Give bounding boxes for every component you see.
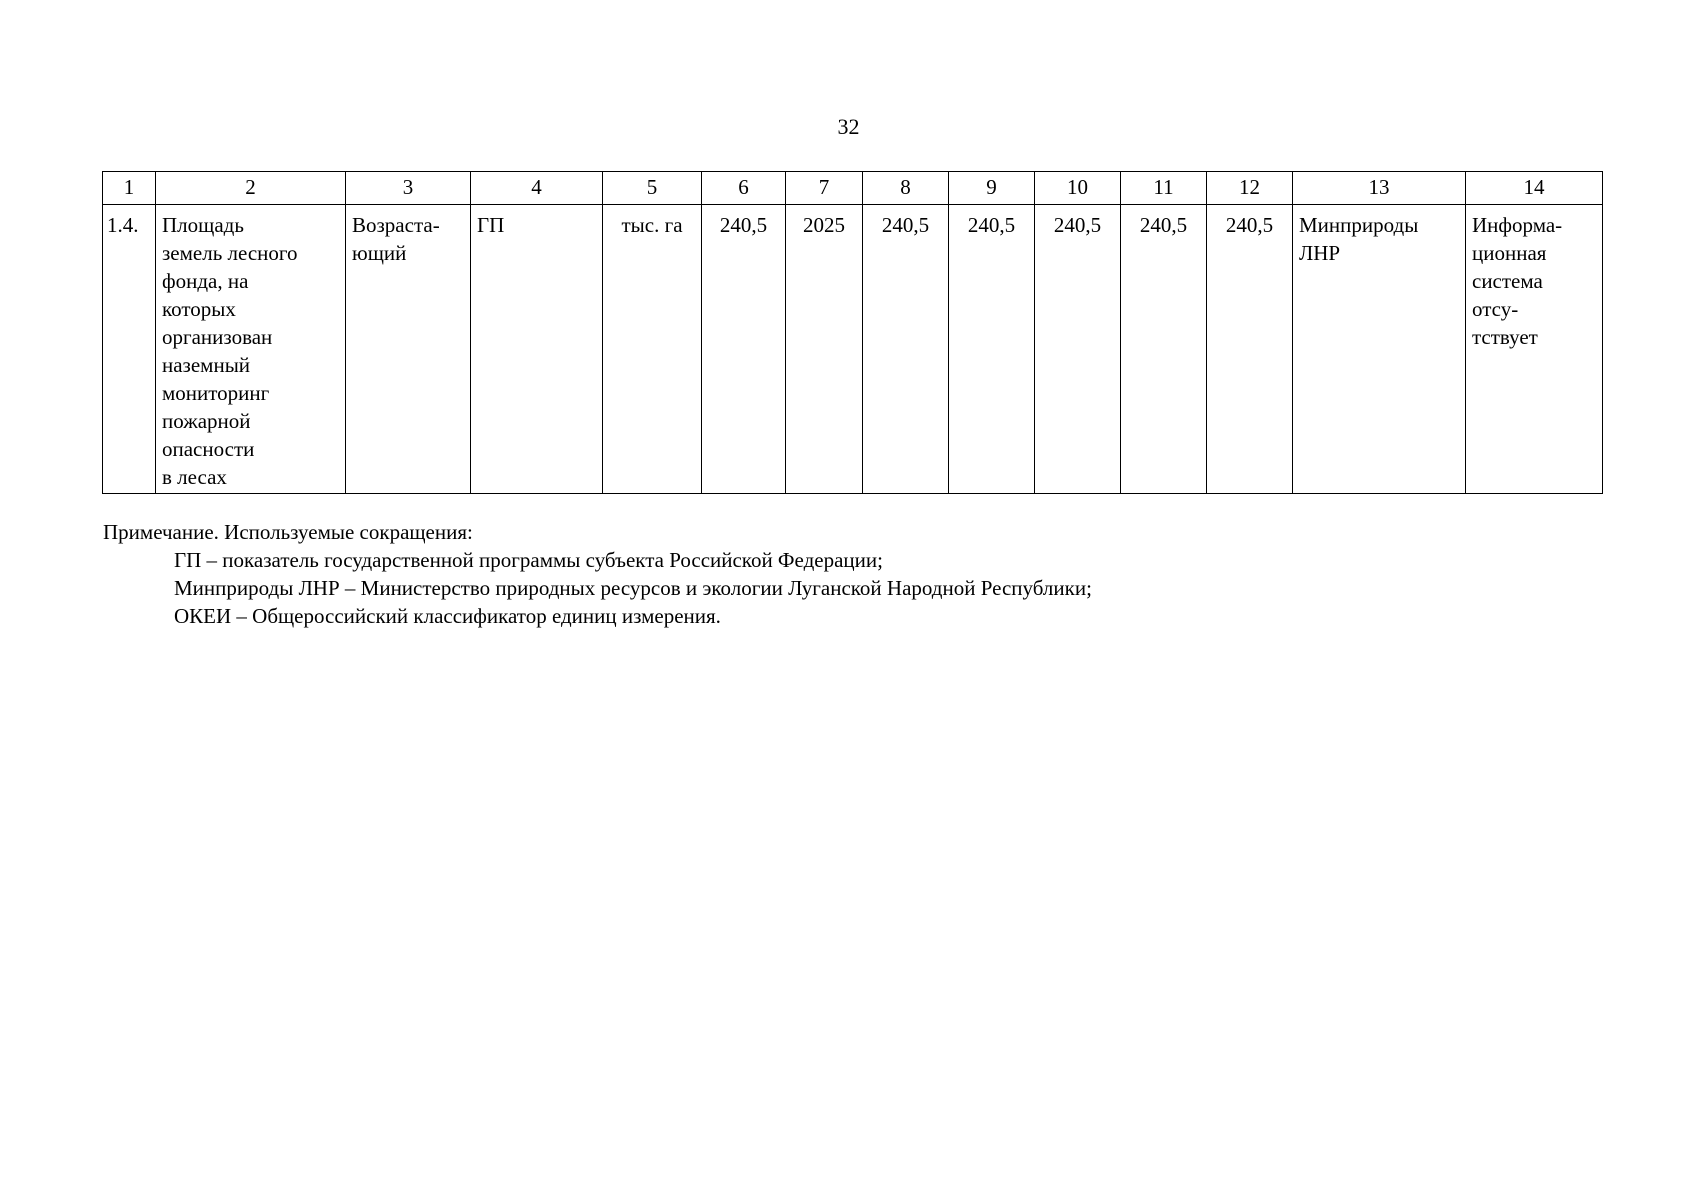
note-line: Минприроды ЛНР – Министерство природных ресурсов и экологии Луганской Народной Республики; — [174, 576, 1092, 600]
note-line: ГП – показатель государственной программы субъекта Российской Федерации; — [174, 548, 883, 572]
value-cell: 240,5 — [949, 205, 1035, 494]
header-cell: 7 — [786, 172, 863, 205]
header-cell: 10 — [1035, 172, 1121, 205]
value-cell: 240,5 — [1121, 205, 1207, 494]
notes-block — [103, 518, 1092, 630]
note-line: ОКЕИ – Общероссийский классификатор единиц измерения. — [174, 604, 721, 628]
base-value-cell: 240,5 — [702, 205, 786, 494]
indicator-table — [102, 171, 1603, 494]
indicator-type-cell: Возраста- ющий — [346, 205, 471, 494]
header-cell: 5 — [603, 172, 702, 205]
indicator-name-cell: Площадь земель лесного фонда, на которых организован наземный мониторинг пожарной опасности в лесах — [156, 205, 346, 494]
header-cell: 4 — [471, 172, 603, 205]
value-cell: 240,5 — [1207, 205, 1293, 494]
header-cell: 1 — [103, 172, 156, 205]
header-cell: 8 — [863, 172, 949, 205]
responsible-cell: Минприроды ЛНР — [1293, 205, 1466, 494]
indicator-level-cell: ГП — [471, 205, 603, 494]
header-cell: 3 — [346, 172, 471, 205]
table-header-row — [103, 172, 1603, 205]
header-cell: 6 — [702, 172, 786, 205]
header-cell: 12 — [1207, 172, 1293, 205]
value-cell: 240,5 — [1035, 205, 1121, 494]
notes-title: Примечание. Используемые сокращения: — [103, 520, 473, 544]
header-cell: 13 — [1293, 172, 1466, 205]
unit-cell: тыс. га — [603, 205, 702, 494]
header-cell: 9 — [949, 172, 1035, 205]
header-cell: 2 — [156, 172, 346, 205]
header-cell: 11 — [1121, 172, 1207, 205]
header-cell: 14 — [1466, 172, 1603, 205]
row-number-cell: 1.4. — [103, 205, 156, 494]
value-cell: 240,5 — [863, 205, 949, 494]
info-system-cell: Информа- ционная система отсу- тствует — [1466, 205, 1603, 494]
table-row — [103, 205, 1603, 494]
base-year-cell: 2025 — [786, 205, 863, 494]
page-number: 32 — [837, 114, 860, 139]
